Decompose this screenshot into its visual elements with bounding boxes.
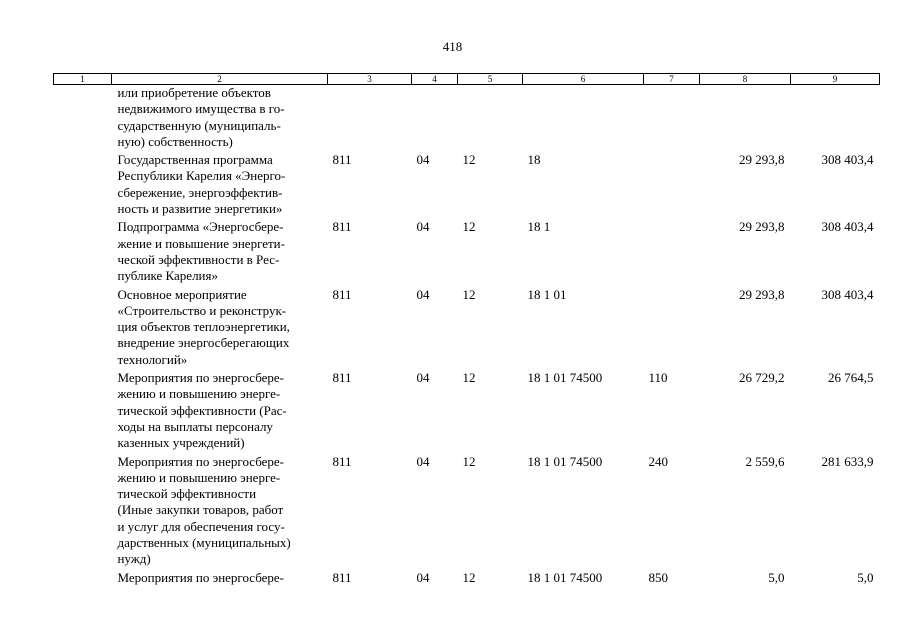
table-row (54, 568, 880, 586)
cell-expense-type (644, 85, 700, 151)
cell-ministry: 811 (332, 286, 352, 302)
cell-ministry: 811 (332, 453, 352, 469)
name-line: сударственную (муниципаль- (117, 117, 281, 133)
cell-name (112, 150, 328, 217)
cell-section: 04 (416, 219, 430, 235)
cell-col1 (54, 217, 112, 284)
cell-target-article (523, 85, 644, 151)
name-line: Государственная программа (117, 152, 273, 168)
cell-subsection: 12 (462, 370, 476, 386)
table-row (54, 85, 880, 151)
cell-section: 04 (416, 453, 430, 469)
cell-ministry: 811 (332, 370, 352, 386)
cell-amount-9: 308 403,4 (821, 219, 874, 235)
cell-amount-9: 26 764,5 (828, 370, 874, 386)
cell-target-article: 18 1 01 (527, 286, 567, 302)
name-line: жение и повышение энергети- (117, 235, 285, 251)
cell-subsection: 12 (462, 152, 476, 168)
name-line: Основное мероприятие (117, 286, 247, 302)
budget-table (53, 73, 880, 586)
cell-col1 (54, 85, 112, 151)
name-line: Мероприятия по энергосбере- (117, 569, 285, 585)
cell-amount-9: 308 403,4 (821, 152, 874, 168)
table-row (54, 452, 880, 568)
cell-section (412, 85, 458, 151)
cell-name (112, 285, 328, 368)
name-line: и услуг для обеспечения госу- (117, 518, 285, 534)
table-row (54, 217, 880, 284)
name-line: Мероприятия по энергосбере- (117, 453, 285, 469)
cell-target-article: 18 (527, 152, 541, 168)
cell-ministry: 811 (332, 569, 352, 585)
page-number: 418 (442, 39, 463, 54)
column-header: 2 (112, 74, 328, 85)
cell-amount-8: 29 293,8 (739, 219, 785, 235)
cell-expense-type: 110 (648, 370, 668, 386)
name-line: или приобретение объектов (117, 85, 271, 100)
cell-amount-8: 2 559,6 (745, 453, 785, 469)
name-line: публике Карелия» (117, 268, 218, 284)
cell-target-article: 18 1 01 74500 (527, 569, 603, 585)
name-line: Подпрограмма «Энергосбере- (117, 219, 284, 235)
name-line: тической эффективности (117, 486, 257, 502)
cell-section: 04 (416, 286, 430, 302)
cell-expense-type (644, 217, 700, 284)
cell-section: 04 (416, 370, 430, 386)
name-line: недвижимого имущества в го- (117, 101, 285, 117)
name-line: нужд) (117, 551, 151, 567)
cell-amount-8: 29 293,8 (739, 286, 785, 302)
name-line: внедрение энергосберегающих (117, 335, 290, 351)
cell-target-article: 18 1 01 74500 (527, 453, 603, 469)
cell-subsection: 12 (462, 286, 476, 302)
cell-name (112, 85, 328, 151)
column-header: 1 (54, 74, 112, 85)
name-line: (Иные закупки товаров, работ (117, 502, 284, 518)
cell-expense-type (644, 150, 700, 217)
cell-col1 (54, 568, 112, 586)
name-line: ческой эффективности в Рес- (117, 251, 280, 267)
table-row (54, 285, 880, 368)
column-header: 9 (791, 74, 880, 85)
column-number-header (54, 74, 880, 85)
cell-ministry: 811 (332, 219, 352, 235)
cell-amount-8: 5,0 (768, 569, 785, 585)
cell-amount-8: 29 293,8 (739, 152, 785, 168)
cell-col1 (54, 368, 112, 451)
name-line: «Строительство и реконструк- (117, 302, 287, 318)
cell-name (112, 568, 328, 586)
name-line: жению и повышению энерге- (117, 386, 281, 402)
column-header: 4 (412, 74, 458, 85)
cell-subsection: 12 (462, 569, 476, 585)
name-line: ходы на выплаты персоналу (117, 418, 273, 434)
cell-ministry: 811 (332, 152, 352, 168)
cell-subsection (458, 85, 523, 151)
name-line: дарственных (муниципальных) (117, 535, 291, 551)
name-line: тической эффективности (Рас- (117, 402, 287, 418)
cell-amount-9: 308 403,4 (821, 286, 874, 302)
cell-target-article: 18 1 01 74500 (527, 370, 603, 386)
cell-amount-9: 281 633,9 (821, 453, 874, 469)
cell-name (112, 217, 328, 284)
name-line: ность и развитие энергетики» (117, 201, 283, 217)
cell-col1 (54, 285, 112, 368)
table-row (54, 150, 880, 217)
name-line: сбережение, энергоэффектив- (117, 184, 283, 200)
name-line: ция объектов теплоэнергетики, (117, 319, 290, 335)
column-header: 8 (700, 74, 791, 85)
cell-name (112, 368, 328, 451)
cell-section: 04 (416, 152, 430, 168)
cell-expense-type: 850 (648, 569, 668, 585)
cell-amount-9: 5,0 (857, 569, 874, 585)
column-header: 6 (523, 74, 644, 85)
name-line: казенных учреждений) (117, 435, 245, 451)
name-line: Мероприятия по энергосбере- (117, 370, 285, 386)
cell-amount-9 (791, 85, 880, 151)
cell-section: 04 (416, 569, 430, 585)
cell-expense-type (644, 285, 700, 368)
cell-name (112, 452, 328, 568)
cell-target-article: 18 1 (527, 219, 551, 235)
cell-amount-8 (700, 85, 791, 151)
name-line: жению и повышению энерге- (117, 469, 281, 485)
cell-amount-8: 26 729,2 (739, 370, 785, 386)
name-line: технологий» (117, 351, 188, 367)
column-header: 3 (328, 74, 412, 85)
name-line: ную) собственность) (117, 133, 233, 149)
column-header: 7 (644, 74, 700, 85)
cell-col1 (54, 150, 112, 217)
cell-subsection: 12 (462, 219, 476, 235)
cell-subsection: 12 (462, 453, 476, 469)
column-header: 5 (458, 74, 523, 85)
cell-expense-type: 240 (648, 453, 668, 469)
table-row (54, 368, 880, 451)
cell-ministry (328, 85, 412, 151)
cell-col1 (54, 452, 112, 568)
name-line: Республики Карелия «Энерго- (117, 168, 286, 184)
